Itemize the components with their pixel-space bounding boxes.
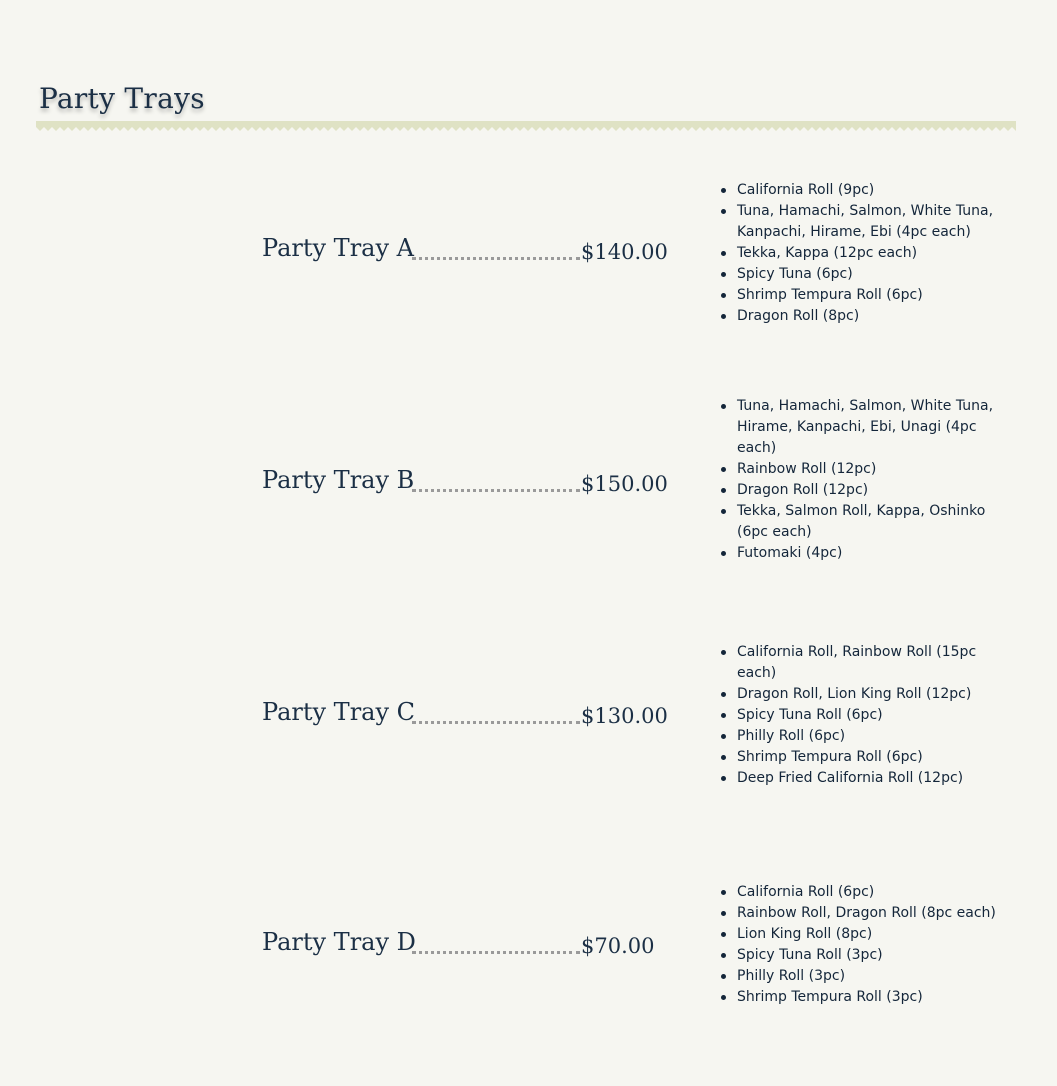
dot-leader [412,489,580,492]
list-item: Spicy Tuna Roll (3pc) [737,945,1009,966]
zigzag-divider [36,121,1016,132]
list-item: Tekka, Kappa (12pc each) [737,243,1009,264]
dot-leader [412,257,580,260]
tray-b-items [737,396,1009,564]
list-item: Tuna, Hamachi, Salmon, White Tuna, Hirame, Kanpachi, Ebi, Unagi (4pc each) [737,396,1009,459]
list-item: Deep Fried California Roll (12pc) [737,768,1009,789]
dot-leader [412,721,580,724]
list-item: Rainbow Roll, Dragon Roll (8pc each) [737,903,1009,924]
list-item: Shrimp Tempura Roll (3pc) [737,987,1009,1008]
list-item: Tekka, Salmon Roll, Kappa, Oshinko (6pc each) [737,501,1009,543]
tray-a-header [262,228,672,268]
list-item: Dragon Roll (12pc) [737,480,1009,501]
list-item: California Roll (6pc) [737,882,1009,903]
tray-b-header [262,460,672,500]
tray-c-header [262,692,672,732]
list-item: Tuna, Hamachi, Salmon, White Tuna, Kanpachi, Hirame, Ebi (4pc each) [737,201,1009,243]
list-item: Lion King Roll (8pc) [737,924,1009,945]
tray-name: Party Tray B [262,466,415,494]
list-item: Dragon Roll (8pc) [737,306,1009,327]
list-item: Philly Roll (3pc) [737,966,1009,987]
list-item: Rainbow Roll (12pc) [737,459,1009,480]
list-item: Spicy Tuna Roll (6pc) [737,705,1009,726]
tray-name: Party Tray A [262,234,414,262]
tray-price: $130.00 [581,704,668,728]
list-item: Spicy Tuna (6pc) [737,264,1009,285]
tray-c-items [737,642,1009,789]
tray-price: $140.00 [581,240,668,264]
tray-price: $150.00 [581,472,668,496]
tray-name: Party Tray C [262,698,416,726]
tray-name: Party Tray D [262,928,416,956]
list-item: Shrimp Tempura Roll (6pc) [737,747,1009,768]
list-item: California Roll (9pc) [737,180,1009,201]
tray-d-items [737,882,1009,1008]
list-item: California Roll, Rainbow Roll (15pc each) [737,642,1009,684]
tray-d-header [262,922,672,962]
section-title: Party Trays [39,82,205,115]
list-item: Dragon Roll, Lion King Roll (12pc) [737,684,1009,705]
list-item: Shrimp Tempura Roll (6pc) [737,285,1009,306]
dot-leader [412,951,580,954]
tray-price: $70.00 [581,934,655,958]
list-item: Futomaki (4pc) [737,543,1009,564]
tray-a-items [737,180,1009,327]
list-item: Philly Roll (6pc) [737,726,1009,747]
